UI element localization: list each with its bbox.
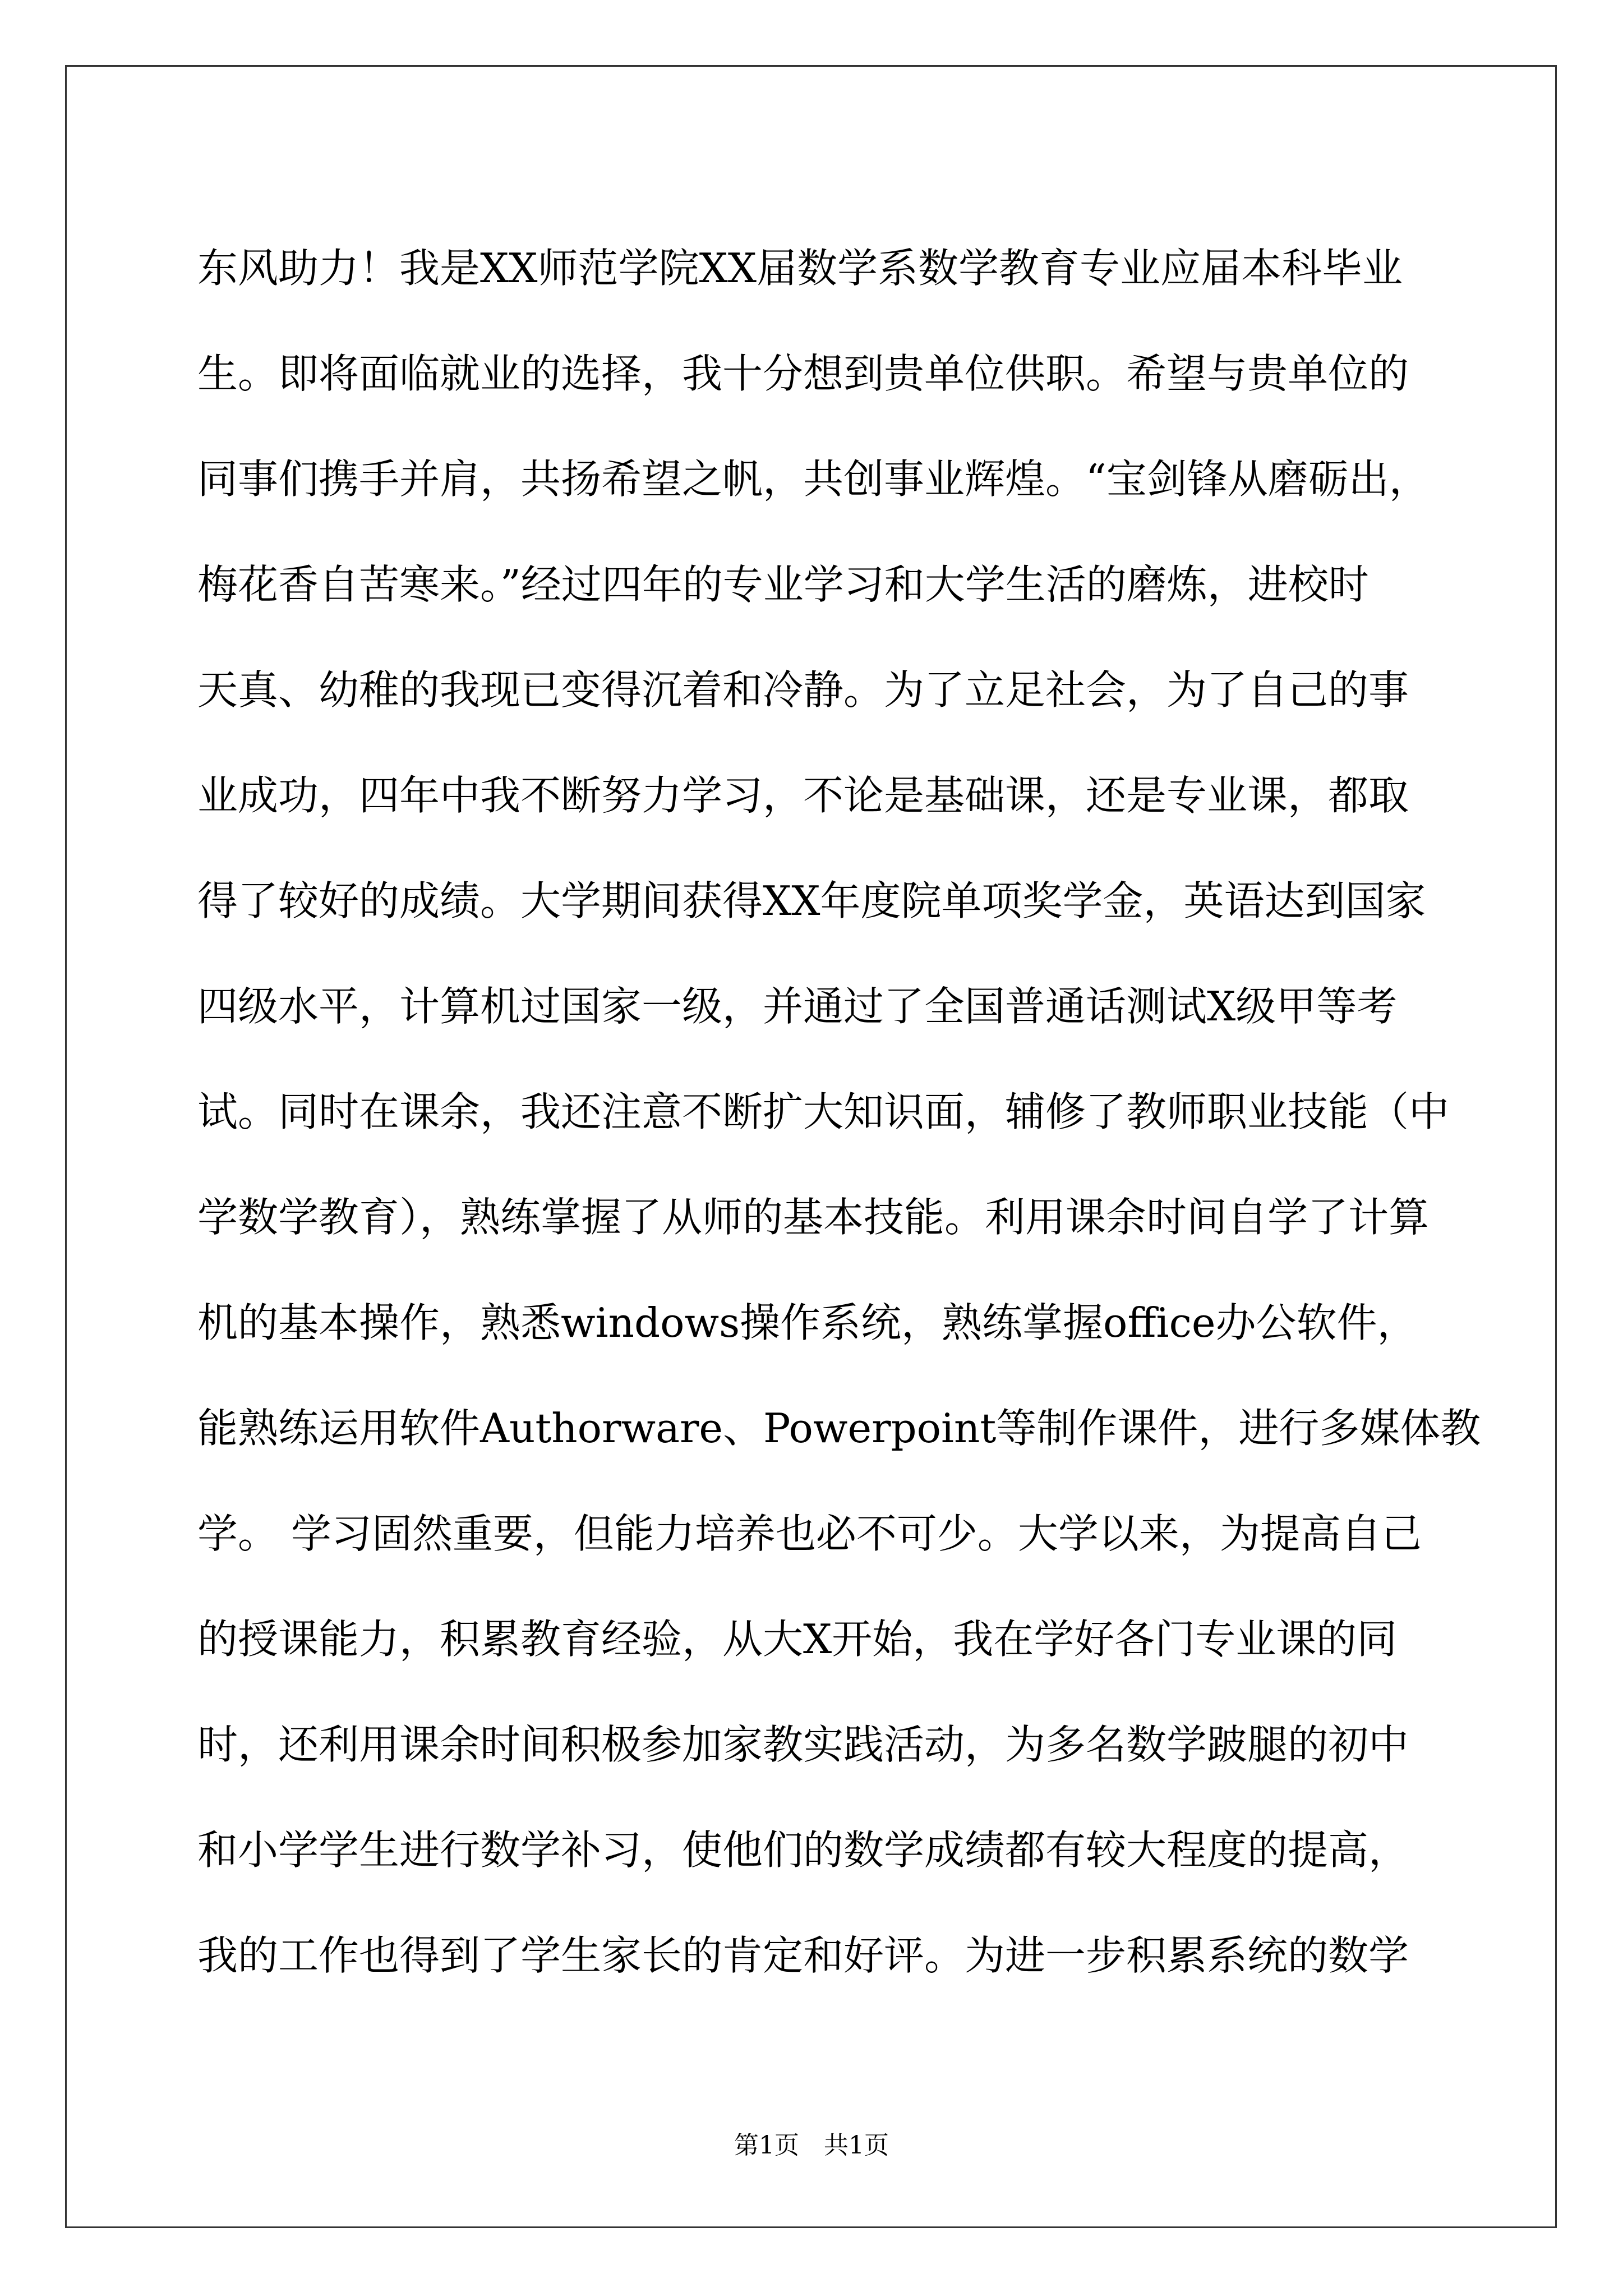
text-line: 能熟练运用软件Authorware、Powerpoint等制作课件，进行多媒体教 <box>197 1405 1481 1452</box>
page-number: 第1页 共1页 <box>734 2131 889 2160</box>
text-line: 东风助力！我是XX师范学院XX届数学系数学教育专业应届本科毕业 <box>197 245 1403 292</box>
text-line: 梅花香自苦寒来。”经过四年的专业学习和大学生活的磨炼，进校时 <box>197 561 1369 608</box>
text-line: 生。即将面临就业的选择，我十分想到贵单位供职。希望与贵单位的 <box>197 350 1409 397</box>
text-line: 我的工作也得到了学生家长的肯定和好评。为进一步积累系统的数学 <box>197 1932 1409 1979</box>
text-line: 四级水平，计算机过国家一级，并通过了全国普通话测试X级甲等考 <box>197 983 1398 1030</box>
text-line: 学。 学习固然重要，但能力培养也必不可少。大学以来，为提高自己 <box>197 1510 1422 1557</box>
text-line: 试。同时在课余，我还注意不断扩大知识面，辅修了教师职业技能（中 <box>197 1088 1450 1135</box>
text-line: 机的基本操作，熟悉windows操作系统，熟练掌握office办公软件， <box>197 1299 1418 1346</box>
text-line: 业成功，四年中我不断努力学习，不论是基础课，还是专业课，都取 <box>197 772 1409 819</box>
text-line: 的授课能力，积累教育经验，从大X开始，我在学好各门专业课的同 <box>197 1616 1398 1663</box>
text-line: 时，还利用课余时间积极参加家教实践活动，为多名数学跛腿的初中 <box>197 1721 1409 1768</box>
text-line: 天真、幼稚的我现已变得沉着和冷静。为了立足社会，为了自己的事 <box>197 666 1409 714</box>
text-line: 得了较好的成绩。大学期间获得XX年度院单项奖学金，英语达到国家 <box>197 877 1426 924</box>
text-line: 学数学教育），熟练掌握了从师的基本技能。利用课余时间自学了计算 <box>197 1194 1430 1241</box>
text-line: 和小学学生进行数学补习，使他们的数学成绩都有较大程度的提高， <box>197 1826 1409 1874</box>
text-line: 同事们携手并肩，共扬希望之帆，共创事业辉煌。“宝剑锋从磨砺出， <box>197 455 1430 503</box>
document-body <box>197 215 1481 2008</box>
